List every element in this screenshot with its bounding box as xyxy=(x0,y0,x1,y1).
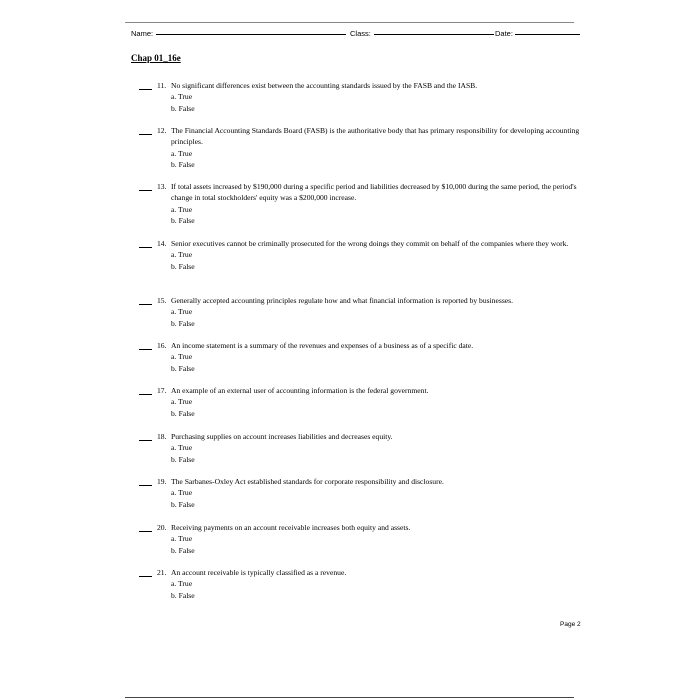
question-19 xyxy=(139,476,584,510)
question-number: 14. xyxy=(157,239,167,248)
option-a: a. True xyxy=(171,352,193,362)
option-b: b. False xyxy=(171,454,195,464)
option-a: a. True xyxy=(171,307,193,317)
option-b: b. False xyxy=(171,499,195,509)
option-b: b. False xyxy=(171,363,195,373)
question-number: 17. xyxy=(157,386,167,395)
option-b: b. False xyxy=(171,545,195,555)
name-field[interactable] xyxy=(131,29,153,38)
bottom-rule xyxy=(125,697,574,698)
class-line xyxy=(374,34,494,35)
option-b: b. False xyxy=(171,318,195,328)
option-a: a. True xyxy=(171,397,193,407)
option-a: a. True xyxy=(171,250,193,260)
question-number: 11. xyxy=(157,81,167,90)
answer-blank[interactable] xyxy=(139,394,152,395)
answer-blank[interactable] xyxy=(139,531,152,532)
question-20 xyxy=(139,522,584,556)
class-field[interactable] xyxy=(350,29,371,38)
question-text: An account receivable is typically classified as a revenue. xyxy=(171,568,347,577)
name-label: Name: xyxy=(131,29,154,38)
page-number: Page 2 xyxy=(560,621,581,628)
question-11 xyxy=(139,80,584,114)
answer-blank[interactable] xyxy=(139,89,152,90)
question-number: 19. xyxy=(157,477,167,486)
question-text: Generally accepted accounting principles regulate how and what financial information is reported by businesses. xyxy=(171,296,514,305)
answer-blank[interactable] xyxy=(139,485,152,486)
option-b: b. False xyxy=(171,216,195,226)
question-16 xyxy=(139,340,584,374)
option-b: b. False xyxy=(171,408,195,418)
question-text: The Sarbanes-Oxley Act established standards for corporate responsibility and disclosure. xyxy=(171,477,444,486)
answer-blank[interactable] xyxy=(139,349,152,350)
name-line xyxy=(156,34,346,35)
answer-blank[interactable] xyxy=(139,304,152,305)
question-text: An income statement is a summary of the revenues and expenses of a business as of a specific date. xyxy=(171,341,474,350)
answer-blank[interactable] xyxy=(139,247,152,248)
class-label: Class: xyxy=(350,29,371,38)
question-text: Purchasing supplies on account increases liabilities and decreases equity. xyxy=(171,432,393,441)
question-text: If total assets increased by $190,000 during a specific period and liabilities decreased by $10,000 during the same period, the period's change in total stockholders' equity was a $200,000 increase. xyxy=(171,182,577,203)
answer-blank[interactable] xyxy=(139,190,152,191)
date-label: Date: xyxy=(495,29,513,38)
question-number: 12. xyxy=(157,126,167,135)
question-number: 20. xyxy=(157,523,167,532)
option-b: b. False xyxy=(171,261,195,271)
option-a: a. True xyxy=(171,148,193,158)
question-14 xyxy=(139,238,584,272)
question-number: 13. xyxy=(157,182,167,191)
question-21 xyxy=(139,567,584,601)
question-text: Receiving payments on an account receivable increases both equity and assets. xyxy=(171,523,411,532)
date-line xyxy=(515,34,580,35)
question-18 xyxy=(139,431,584,465)
question-number: 16. xyxy=(157,341,167,350)
option-b: b. False xyxy=(171,160,195,170)
option-b: b. False xyxy=(171,103,195,113)
option-a: a. True xyxy=(171,443,193,453)
question-text: An example of an external user of accounting information is the federal government. xyxy=(171,386,429,395)
option-a: a. True xyxy=(171,488,193,498)
option-a: a. True xyxy=(171,534,193,544)
chapter-title: Chap 01_16e xyxy=(131,53,181,63)
question-15 xyxy=(139,295,584,329)
question-text: Senior executives cannot be criminally prosecuted for the wrong doings they commit on behalf of the companies where they work. xyxy=(171,239,569,248)
option-a: a. True xyxy=(171,92,193,102)
question-number: 21. xyxy=(157,568,167,577)
question-text: No significant differences exist between the accounting standards issued by the FASB and the IASB. xyxy=(171,81,478,90)
question-text: The Financial Accounting Standards Board (FASB) is the authoritative body that has primary responsibility for developing accounting principles. xyxy=(171,126,580,147)
answer-blank[interactable] xyxy=(139,576,152,577)
option-a: a. True xyxy=(171,204,193,214)
question-12 xyxy=(139,125,584,171)
answer-blank[interactable] xyxy=(139,134,152,135)
question-13 xyxy=(139,181,584,227)
option-b: b. False xyxy=(171,590,195,600)
answer-blank[interactable] xyxy=(139,440,152,441)
question-number: 18. xyxy=(157,432,167,441)
option-a: a. True xyxy=(171,579,193,589)
student-info-header xyxy=(131,29,581,43)
top-rule xyxy=(125,22,574,23)
question-number: 15. xyxy=(157,296,167,305)
question-17 xyxy=(139,385,584,419)
date-field[interactable] xyxy=(495,29,513,38)
